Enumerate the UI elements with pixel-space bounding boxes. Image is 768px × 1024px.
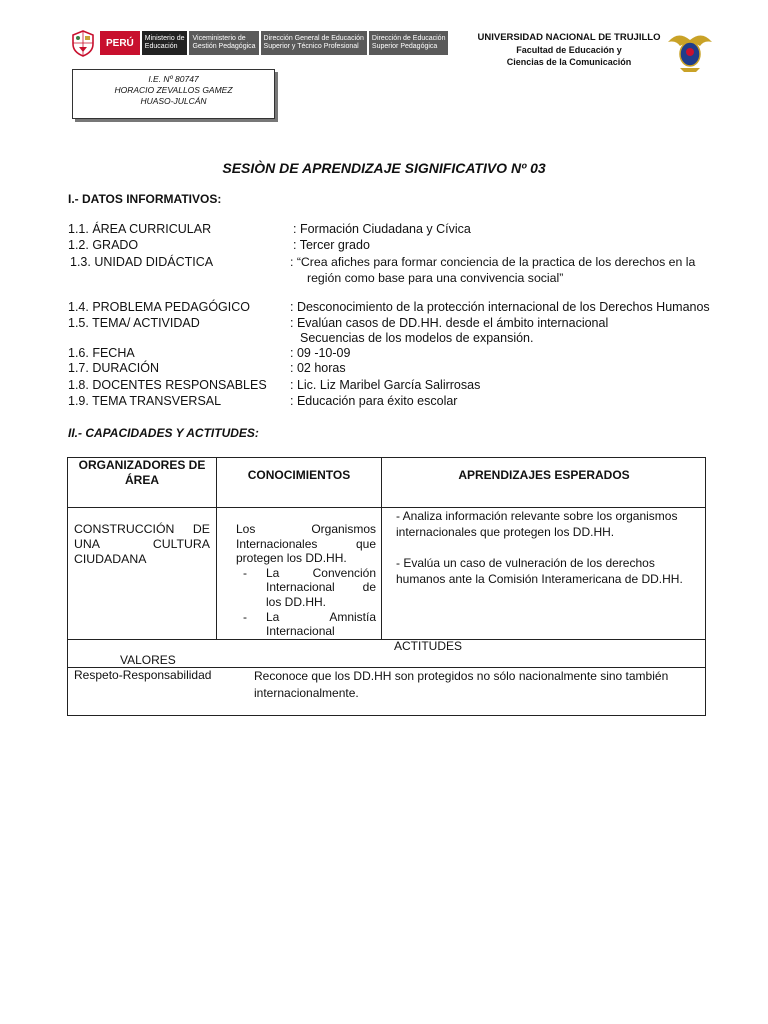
actitud-line-1: Reconoce que los DD.HH son protegidos no sólo nacionalmente sino también: [254, 669, 669, 683]
header-organizadores-line-1: ORGANIZADORES DE: [78, 458, 206, 472]
unidad-label: 1.3. UNIDAD DIDÁCTICA: [70, 255, 214, 269]
bullet-dash: -: [243, 565, 247, 580]
conocimientos-word: Amnistía: [329, 609, 376, 624]
conocimientos-line-2: [236, 537, 376, 552]
header-organizadores-line-2: ÁREA: [124, 473, 159, 487]
valores-label: VALORES: [120, 653, 176, 667]
organizador-word: DE: [192, 522, 210, 536]
table-body-divider: [67, 639, 706, 640]
organizador-word: CONSTRUCCIÓN: [74, 522, 175, 536]
conocimientos-word: Internacionales: [236, 536, 318, 551]
tema-value-2: Secuencias de los modelos de expansión.: [300, 331, 534, 345]
university-name: UNIVERSIDAD NACIONAL DE TRUJILLO: [477, 32, 661, 43]
problema-label: 1.4. PROBLEMA PEDAGÓGICO: [68, 300, 251, 314]
duracion-label: 1.7. DURACIÓN: [68, 361, 159, 375]
conocimientos-line-3: protegen los DD.HH.: [236, 551, 347, 566]
conocimientos-word: Los: [236, 522, 256, 536]
aprendizaje-2-line-2: humanos ante la Comisión Interamericana de DD.HH.: [396, 572, 683, 586]
area-label: 1.1. ÁREA CURRICULAR: [68, 222, 212, 236]
ministry-logo-strip: [70, 28, 448, 58]
table-border-left: [67, 457, 68, 716]
table-border-right: [705, 457, 706, 716]
university-emblem-icon: [664, 28, 716, 74]
header-organizadores: [71, 458, 213, 488]
university-header: [470, 32, 668, 68]
aprendizaje-1-line-1: - Analiza información relevante sobre los organismos: [396, 509, 678, 523]
organizador-word: UNA: [74, 537, 100, 551]
tema-label: 1.5. TEMA/ ACTIVIDAD: [68, 316, 200, 330]
conocimientos-word: Convención: [312, 565, 376, 580]
problema-value: : Desconocimiento de la protección internacional de los Derechos Humanos: [290, 300, 710, 314]
school-info-box: [72, 69, 275, 119]
transversal-value: : Educación para éxito escolar: [290, 394, 458, 408]
peru-coat-of-arms-icon: [70, 29, 96, 57]
actitudes-label: ACTITUDES: [394, 639, 463, 653]
capacidades-table: [67, 457, 706, 716]
conocimientos-word: que: [355, 536, 376, 551]
header-aprendizajes: APRENDIZAJES ESPERADOS: [458, 468, 630, 482]
peru-label: PERÚ: [100, 31, 140, 55]
section-2-heading: II.- CAPACIDADES Y ACTITUDES:: [68, 426, 259, 440]
conocimientos-line-1: [236, 522, 376, 537]
table-border-bottom: [67, 715, 706, 716]
organizador-line-1: [74, 522, 210, 537]
table-col-divider-1: [216, 457, 217, 639]
conocimientos-word: La: [266, 609, 280, 624]
transversal-label: 1.9. TEMA TRANSVERSAL: [68, 394, 222, 408]
duracion-value: : 02 horas: [290, 361, 346, 375]
school-number: I.E. Nº 80747: [148, 74, 199, 84]
aprendizajes-cell: [396, 508, 699, 587]
docentes-value: : Lic. Liz Maribel García Salirrosas: [290, 378, 481, 392]
unidad-value-1: : “Crea afiches para formar conciencia de la practica de los derechos en la: [290, 255, 696, 269]
valor-text: Respeto-Responsabilidad: [74, 668, 212, 682]
header-conocimientos: CONOCIMIENTOS: [247, 468, 351, 482]
fecha-value: : 09 -10-09: [290, 346, 351, 360]
faculty-line-1: Facultad de Educación y: [516, 45, 622, 55]
conocimientos-word: Organismos: [311, 522, 376, 536]
organizador-line-2: [74, 537, 210, 552]
bullet-convencion-line-3: los DD.HH.: [266, 594, 327, 609]
aprendizaje-2-line-1: - Evalúa un caso de vulneración de los derechos: [396, 556, 655, 570]
bullet-convencion: [236, 566, 376, 581]
grado-label: 1.2. GRADO: [68, 238, 139, 252]
school-location: HUASO-JULCÁN: [140, 96, 207, 106]
organizador-cell: [74, 522, 210, 567]
pedagogical-direction-box: Dirección de Educación Superior Pedagógica: [369, 31, 449, 55]
tema-value-1: : Evalúan casos de DD.HH. desde el ámbito internacional: [290, 316, 609, 330]
bullet-dash: -: [243, 609, 247, 624]
aprendizaje-1-line-2: internacionales que protegen los DD.HH.: [396, 525, 615, 539]
docentes-label: 1.8. DOCENTES RESPONSABLES: [68, 378, 267, 392]
section-1-heading: I.- DATOS INFORMATIVOS:: [68, 192, 222, 206]
organizador-line-3: CIUDADANA: [74, 552, 147, 566]
table-col-divider-2: [381, 457, 382, 639]
grado-value: : Tercer grado: [293, 238, 370, 252]
area-value: : Formación Ciudadana y Cívica: [293, 222, 471, 236]
conocimientos-word: Internacional: [266, 580, 335, 595]
faculty-line-2: Ciencias de la Comunicación: [506, 57, 632, 67]
fecha-label: 1.6. FECHA: [68, 346, 135, 360]
viceministry-box: Viceministerio de Gestión Pedagógica: [189, 31, 258, 55]
actitud-text: [254, 668, 700, 702]
document-title: SESIÒN DE APRENDIZAJE SIGNIFICATIVO Nº 03: [222, 160, 546, 176]
conocimientos-word: La: [266, 565, 280, 580]
organizador-word: CULTURA: [152, 537, 210, 551]
bullet-convencion-line-2: [236, 580, 376, 595]
actitud-line-2: internacionalmente.: [254, 686, 359, 700]
conocimientos-word: de: [362, 580, 376, 595]
conocimientos-cell: [236, 522, 376, 639]
general-direction-box: Dirección General de Educación Superior y Técnico Profesional: [261, 31, 367, 55]
bullet-amnistia: [236, 610, 376, 625]
bullet-amnistia-line-2: Internacional: [266, 624, 335, 639]
school-name: HORACIO ZEVALLOS GAMEZ: [114, 85, 233, 95]
ministry-box: Ministerio de Educación: [142, 31, 188, 55]
unidad-value-2: región como base para una convivencia social”: [307, 271, 564, 285]
